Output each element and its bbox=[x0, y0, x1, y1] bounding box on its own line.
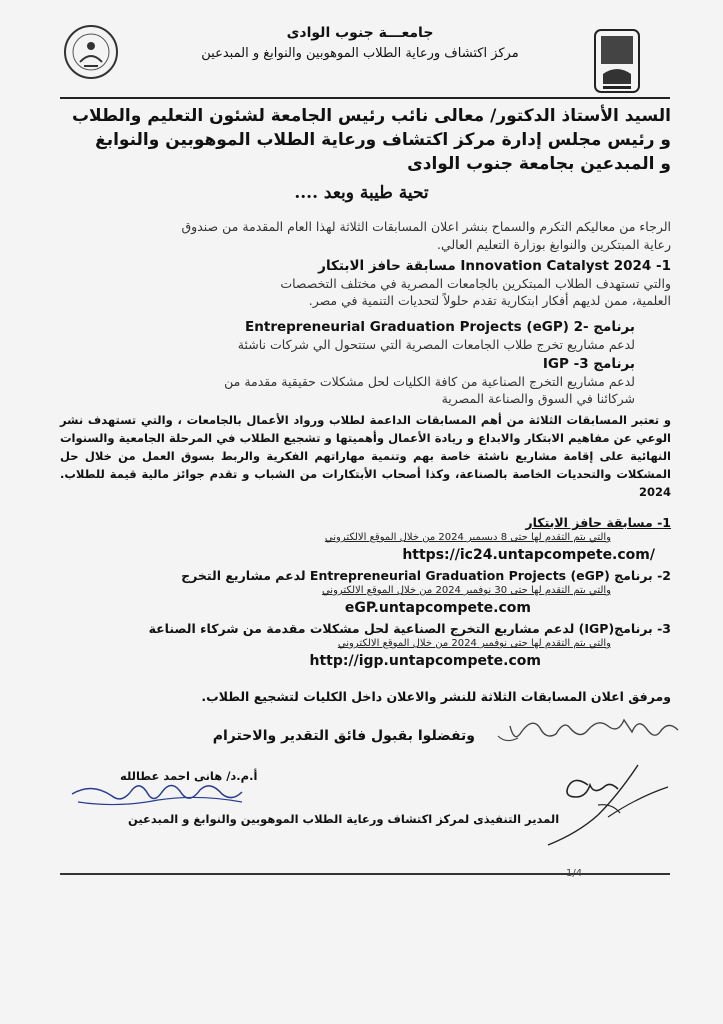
attachment-note: ومرفق اعلان المسابقات الثلاثة للنشر والاعلان داخل الكليات لتشجيع الطلاب. bbox=[201, 689, 671, 704]
signer-name: أ.م.د/ هانى احمد عطالله bbox=[120, 769, 258, 783]
deadline-list bbox=[60, 514, 671, 671]
program-item bbox=[60, 355, 671, 407]
program-title: 1- Innovation Catalyst 2024 مسابقة حافز الابتكار bbox=[318, 258, 671, 274]
body-paragraph: و تعتبر المسابقات الثلاثة من أهم المسابقات الداعمة لطلاب ورواد الأعمال بالجامعات ، والتي تستهدف نشر الوعي عن مفاهيم الابتكار والابداع و ريادة الأعمال وأهميتها و تشجيع الطلاب في المرحلة الجامعية والسنوات النهائية على إقامة مشاريع ناشئة خاصة بهم وتنمية مهاراتهم الفكرية والربط بسوق العمل من خلال حل المشكلات والتحديات الخاصة بالصناعة، وكذا أصحاب الأبتكارات من الشباب و تقدم جوائز مالية قيمة للطلاب. 2024 bbox=[60, 413, 671, 499]
university-name: جامعـــة جنوب الوادى bbox=[286, 25, 434, 41]
program-line: العلمية، ممن لديهم أفكار ابتكارية تقدم حلولاً لتحديات التنمية في مصر. bbox=[308, 293, 671, 308]
program-title: برنامج IGP -3 bbox=[542, 356, 635, 372]
closing-line: وتفضلوا بقبول فائق التقدير والاحترام bbox=[212, 728, 475, 744]
signature-mark bbox=[68, 780, 248, 812]
program-line: والتي تستهدف الطلاب المبتكرين بالجامعات المصرية في مختلف التخصصات bbox=[280, 276, 671, 291]
deadline-url[interactable]: eGP.untapcompete.com bbox=[344, 600, 531, 616]
deadline-note: والتي يتم التقدم لها حتى 8 ديسمبر 2024 من خلال الموقع الالكتروني bbox=[324, 532, 611, 543]
intro-line: الرجاء من معاليكم التكرم والسماح بنشر اعلان المسابقات الثلاثة لهذا العام المقدمة من صندوق bbox=[181, 219, 671, 234]
addressee-line: السيد الأستاذ الدكتور/ معالى نائب رئيس الجامعة لشئون التعليم والطلاب bbox=[71, 106, 671, 126]
program-item bbox=[60, 318, 671, 353]
header-divider bbox=[60, 97, 670, 99]
program-line: لدعم مشاريع تخرج طلاب الجامعات المصرية التي ستتحول الي شركات ناشئة bbox=[237, 337, 635, 352]
center-logo-icon bbox=[62, 22, 120, 84]
program-title: برنامج -2 Entrepreneurial Graduation Projects (eGP) bbox=[245, 319, 635, 335]
intro-paragraph bbox=[60, 218, 671, 254]
letterhead bbox=[140, 22, 580, 64]
university-logo-icon bbox=[593, 28, 641, 94]
deadline-note: والتي يتم التقدم لها حتى نوفمبر 2024 من خلال الموقع الالكتروني bbox=[337, 638, 611, 649]
intro-line: رعاية المبتكرين والنوابغ بوزارة التعليم العالي. bbox=[436, 237, 671, 252]
addressee-line: و المبدعين بجامعة جنوب الوادى bbox=[407, 154, 671, 174]
program-line: شركائنا في السوق والصناعة المصرية bbox=[441, 391, 635, 406]
deadline-title: 2- برنامج (Entrepreneurial Graduation Projects (eGP لدعم مشاريع التخرج bbox=[181, 568, 671, 583]
deadline-url[interactable]: https://ic24.untapcompete.com/ bbox=[402, 547, 655, 563]
deadline-title: 1- مسابقة حافز الابتكار bbox=[525, 515, 671, 530]
deadline-url[interactable]: http://igp.untapcompete.com bbox=[309, 653, 541, 669]
greeting: تحية طيبة وبعد .... bbox=[294, 183, 429, 203]
center-name: مركز اكتشاف ورعاية الطلاب الموهوبين والنوابغ و المبدعين bbox=[201, 46, 519, 61]
program-line: لدعم مشاريع التخرج الصناعية من كافة الكليات لحل مشكلات حقيقية مقدمة من bbox=[224, 374, 635, 389]
addressee-line: و رئيس مجلس إدارة مركز اكتشاف ورعاية الطلاب الموهوبين والنوابغ bbox=[95, 130, 671, 150]
page-number: 1/4 bbox=[566, 868, 583, 879]
approval-signature bbox=[528, 755, 678, 855]
addressee-block bbox=[60, 104, 671, 176]
signer-role: المدير التنفيذى لمركز اكتشاف ورعاية الطلاب الموهوبين والنوابغ و المبدعين bbox=[128, 812, 560, 826]
deadline-title: 3- برنامج(IGP) لدعم مشاريع التخرج الصناعية لحل مشكلات مقدمة من شركاء الصناعة bbox=[148, 621, 671, 636]
handwritten-note bbox=[488, 710, 683, 752]
program-item bbox=[60, 257, 671, 309]
deadline-note: والتي يتم التقدم لها حتى 30 نوفمبر 2024 من خلال الموقع الالكتروني bbox=[321, 585, 611, 596]
